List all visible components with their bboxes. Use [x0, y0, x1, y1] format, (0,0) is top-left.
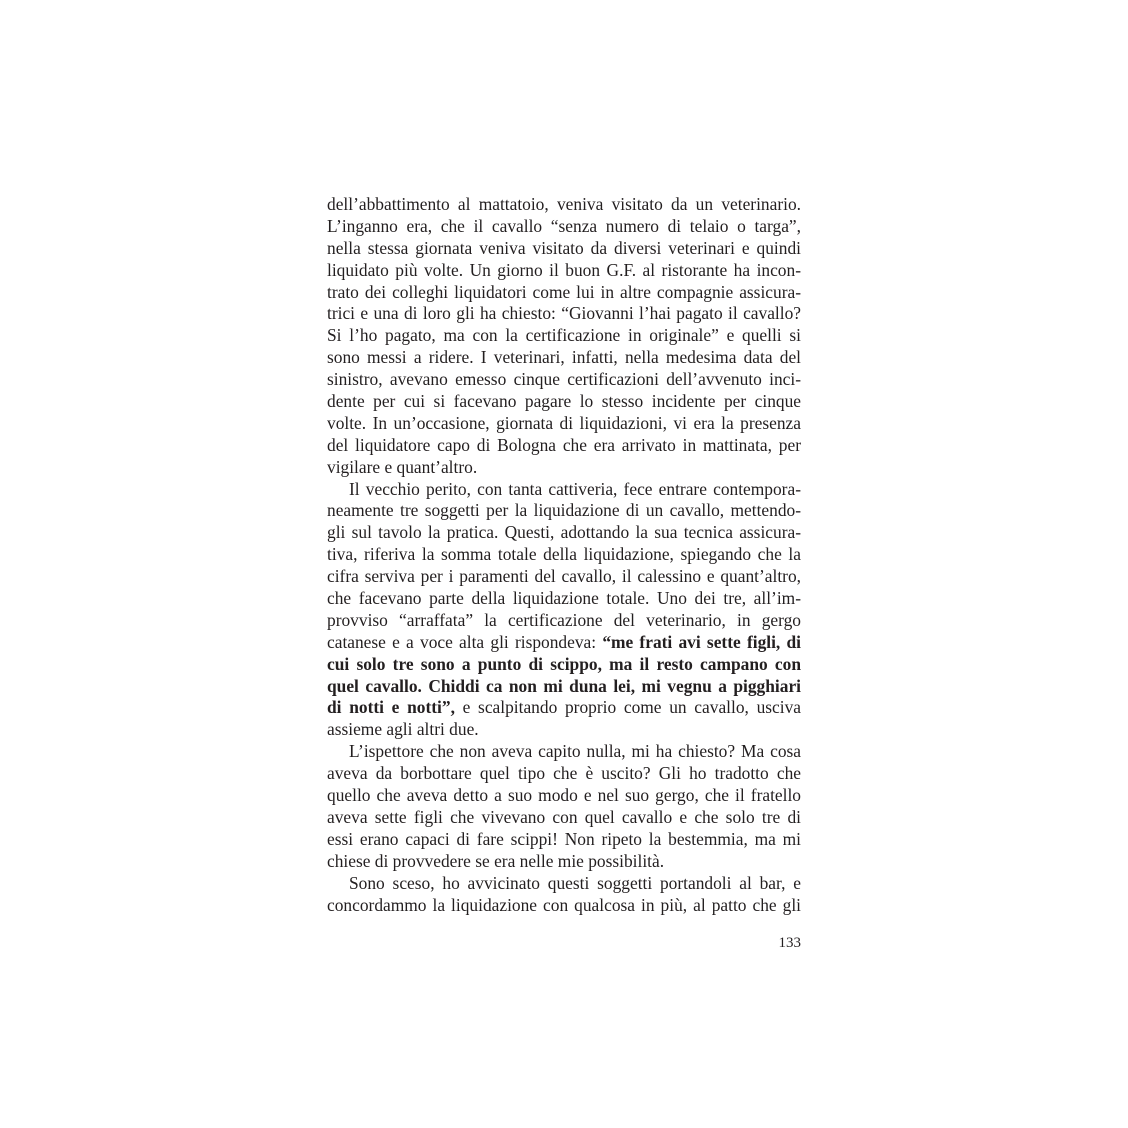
- text-line: [327, 873, 801, 895]
- text-run: sono messi a ridere. I veterinari, infatti, nella medesima data del: [327, 347, 801, 368]
- text-line: [327, 457, 801, 479]
- bold-text: cui solo tre sono a punto di scippo, ma il resto campano con: [327, 653, 801, 674]
- text-run: trato dei colleghi liquidatori come lui in altre compagnie assicura-: [327, 281, 801, 302]
- text-line: [327, 391, 801, 413]
- text-line: [327, 238, 801, 260]
- text-line: [327, 325, 801, 347]
- text-run: quello che aveva detto a suo modo e nel suo gergo, che il fratello: [327, 785, 801, 806]
- text-line: [327, 719, 801, 741]
- text-run: gli sul tavolo la pratica. Questi, adottando la sua tecnica assicura-: [327, 522, 801, 543]
- text-run: catanese e a voce alta gli rispondeva:: [327, 631, 603, 652]
- text-run: sinistro, avevano emesso cinque certificazioni dell’avvenuto inci-: [327, 369, 801, 390]
- paragraph: [327, 194, 801, 479]
- text-run: tiva, riferiva la somma totale della liquidazione, spiegando che la: [327, 544, 801, 565]
- text-run: dell’abbattimento al mattatoio, veniva visitato da un veterinario.: [327, 194, 801, 214]
- text-run: chiese di provvedere se era nelle mie possibilità.: [327, 850, 665, 871]
- text-line: [327, 522, 801, 544]
- text-run: dente per cui si facevano pagare lo stesso incidente per cinque: [327, 391, 801, 412]
- text-line: [327, 588, 801, 610]
- text-line: [327, 697, 801, 719]
- text-line: [327, 741, 801, 763]
- text-run: vigilare e quant’altro.: [327, 456, 478, 477]
- paragraph: [327, 741, 801, 872]
- text-line: [327, 829, 801, 851]
- bold-text: “me frati avi sette figli, di: [602, 631, 801, 652]
- text-line: [327, 851, 801, 873]
- text-run: liquidato più volte. Un giorno il buon G.F. al ristorante ha incon-: [327, 259, 801, 280]
- text-line: [327, 260, 801, 282]
- text-run: nella stessa giornata veniva visitato da diversi veterinari e quindi: [327, 237, 801, 258]
- text-line: [327, 785, 801, 807]
- text-line: [327, 544, 801, 566]
- text-run: cifra serviva per i paramenti del cavallo, il calessino e quant’altro,: [327, 566, 801, 587]
- text-line: [327, 413, 801, 435]
- text-run: del liquidatore capo di Bologna che era arrivato in mattinata, per: [327, 434, 801, 455]
- text-run: concordammo la liquidazione con qualcosa in più, al patto che gli: [327, 894, 801, 915]
- text-line: [327, 807, 801, 829]
- text-line: [327, 632, 801, 654]
- text-run: provviso “arraffata” la certificazione del veterinario, in gergo: [327, 609, 801, 630]
- text-run: assieme agli altri due.: [327, 719, 479, 740]
- text-run: trici e una di loro gli ha chiesto: “Giovanni l’hai pagato il cavallo?: [327, 303, 801, 324]
- text-line: [327, 676, 801, 698]
- text-run: essi erano capaci di fare scippi! Non ripeto la bestemmia, ma mi: [327, 828, 801, 849]
- text-run: L’inganno era, che il cavallo “senza numero di telaio o targa”,: [327, 215, 801, 236]
- text-line: [327, 500, 801, 522]
- text-line: [327, 194, 801, 216]
- text-run: Si l’ho pagato, ma con la certificazione in originale” e quelli si: [327, 325, 801, 346]
- text-run: neamente tre soggetti per la liquidazione di un cavallo, mettendo-: [327, 500, 801, 521]
- text-run: che facevano parte della liquidazione totale. Uno dei tre, all’im-: [327, 588, 801, 609]
- text-run: e scalpitando proprio come un cavallo, usciva: [454, 697, 801, 718]
- paragraph: [327, 479, 801, 742]
- text-run: volte. In un’occasione, giornata di liquidazioni, vi era la presenza: [327, 412, 801, 433]
- page-number: 133: [778, 935, 801, 951]
- text-run: Il vecchio perito, con tanta cattiveria, fece entrare contempora-: [349, 478, 801, 499]
- text-line: [327, 654, 801, 676]
- text-run: L’ispettore che non aveva capito nulla, mi ha chiesto? Ma cosa: [349, 741, 801, 762]
- text-line: [327, 282, 801, 304]
- paragraph: [327, 873, 801, 917]
- text-run: aveva sette figli che vivevano con quel cavallo e che solo tre di: [327, 806, 801, 827]
- text-line: [327, 763, 801, 785]
- text-line: [327, 566, 801, 588]
- body-text: [327, 194, 801, 916]
- text-line: [327, 895, 801, 917]
- text-line: [327, 347, 801, 369]
- text-line: [327, 435, 801, 457]
- bold-text: quel cavallo. Chiddi ca non mi duna lei, mi vegnu a pigghiari: [327, 675, 801, 696]
- text-line: [327, 303, 801, 325]
- text-line: [327, 216, 801, 238]
- text-run: Sono sceso, ho avvicinato questi soggetti portandoli al bar, e: [349, 872, 801, 893]
- text-run: aveva da borbottare quel tipo che è uscito? Gli ho tradotto che: [327, 763, 801, 784]
- text-line: [327, 369, 801, 391]
- text-line: [327, 610, 801, 632]
- text-line: [327, 479, 801, 501]
- bold-text: di notti e notti”,: [327, 697, 455, 718]
